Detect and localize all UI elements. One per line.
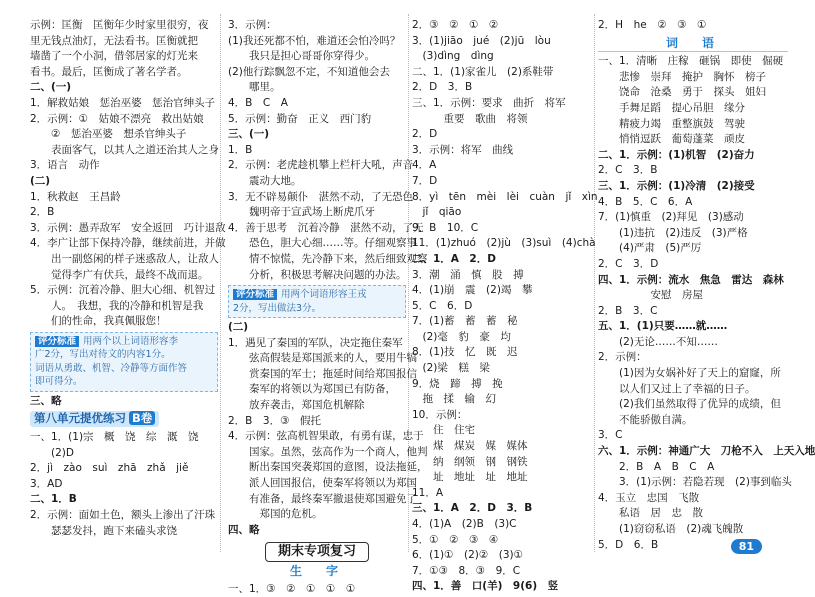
text-line: 5．C 6．D [412, 299, 473, 312]
text-line: 情不惊慌，先冷静下来，然后细致观察 [228, 252, 428, 265]
section-heading: 三、1．示例：(1)冷清 (2)接受 [598, 179, 755, 192]
text-line: 示例：匡衡 匡衡年少时家里很穷，夜 [30, 19, 209, 31]
answer-column-3 [412, 18, 598, 595]
section-heading: 三、略 [30, 394, 62, 407]
text-line: 三、1．示例：要求 曲折 将军 [412, 96, 566, 109]
text-line: 9．烧 蹄 搏 挽 [412, 377, 503, 390]
text-line: 1．解救姑娘 惩治巫婆 惩治官绅头子 [30, 96, 216, 109]
text-line: 放弃袭击，郑国危机解除 [228, 399, 365, 412]
page-number: 81 [731, 539, 762, 554]
scoring-tag: 评分标准 [35, 336, 79, 347]
text-line: 5．D 6．B [598, 538, 659, 551]
text-line: 看书。最后，匡衡成了著名学者。 [30, 65, 188, 78]
text-line: 8．(1)技 忆 既 迟 [412, 346, 518, 359]
review-subtitle: 生 字 [289, 564, 344, 578]
text-line: 煤 煤炭 媒 媒体 [412, 440, 528, 453]
text-line: 3．C [598, 429, 623, 442]
text-line: 7．(1)慎重 (2)拜见 (3)感动 [598, 211, 744, 224]
answer-column-4 [598, 18, 815, 553]
text-line: 表面客气，以其人之道还治其人之身 [30, 143, 219, 156]
note-text: 即可得分。 [35, 376, 83, 388]
column-divider [594, 14, 595, 552]
note-text: 用两个词语形容王戎 [281, 289, 367, 301]
text-line: 2．③ ② ① ② [412, 19, 499, 31]
text-line: (4)严肃 (5)严厉 [598, 242, 702, 255]
text-line: 3．示例： [228, 19, 277, 31]
text-line: 5．示例：勤奋 正义 西门豹 [228, 112, 372, 125]
text-line: 重要 歌曲 将领 [412, 112, 528, 125]
section-heading: (二) [228, 321, 249, 334]
text-line: 4．善于思考 沉着冷静 湛然不动，了无 [228, 221, 424, 234]
scoring-note [30, 332, 218, 392]
text-line: 4．示例：弦高机智果敢，有勇有谋，忠于 [228, 430, 424, 443]
section-heading: 二、1．A 2．D [412, 252, 496, 265]
section-heading: 四、略 [228, 523, 260, 536]
section-heading: 五、1．(1)只要……就…… [598, 320, 728, 333]
text-line: 7．D [412, 174, 438, 187]
text-line: 1．B [228, 143, 253, 156]
text-line: 2．B 3．C [598, 304, 658, 317]
note-text: 2分，写出做法3分。 [233, 302, 322, 314]
banner-title: 第八单元提优练习 [34, 411, 126, 426]
text-line: (2)他行踪飘忽不定，不知道他会去 [228, 65, 390, 78]
text-line: 手舞足蹈 提心吊胆 缘分 [598, 101, 745, 114]
text-line: (2)梁 糕 梁 [412, 362, 490, 375]
review-title [228, 542, 406, 562]
column-divider [220, 14, 221, 552]
scoring-tag: 评分标准 [233, 289, 277, 300]
text-line: (2)无论……不知…… [598, 335, 718, 348]
text-line: 址 地址 址 地址 [412, 471, 528, 484]
text-line: 瑟瑟发抖，跑下来磕头求饶 [30, 524, 177, 537]
section-heading: 四、1．善 口(羊) 9(6) 竖 [412, 580, 559, 593]
text-line: 哪里。 [228, 81, 281, 94]
text-line: 出一副悠闲的样子迷惑敌人，让敌人 [30, 252, 219, 265]
text-line: 2．示例： [598, 351, 647, 364]
text-line: 私语 居 忠 散 [598, 507, 703, 520]
text-line: 4．A [412, 159, 437, 172]
text-line: 人。 我想，我的冷静和机智是我 [30, 299, 204, 312]
text-line: (1)我还死都不怕，难道还会怕冷吗？ [228, 34, 401, 47]
text-line: 安慰 房屋 [598, 289, 703, 302]
text-line: 饶命 沧桑 勇于 探头 姐妇 [598, 86, 766, 99]
text-line: 1．秋救赵 王昌龄 [30, 190, 121, 203]
text-line: 2．B A B C A [598, 460, 715, 473]
section-heading: 二、1．示例：(1)机智 (2)奋力 [598, 148, 755, 161]
text-line: 一、1．清晰 庄稼 砸锅 即使 倔硬 [598, 55, 784, 68]
text-line: 秦军的将领以为郑国已有防备， [228, 383, 396, 396]
text-line: 魏明帝于宣武场上断虎爪牙 [228, 206, 375, 219]
text-line: 4．玉立 忠国 飞散 [598, 491, 700, 504]
text-line: ② 惩治巫婆 想杀官绅头子 [30, 128, 187, 141]
text-line: 4．B 5．C 6．A [598, 195, 693, 208]
text-line: 派人回国报信，使秦军将领以为郑国 [228, 477, 417, 490]
text-line: 2．C 3．B [598, 164, 658, 177]
text-line: 4．(1)A (2)B (3)C [412, 518, 517, 530]
text-line: 1．遇见了秦国的军队，决定拖住秦军 [228, 336, 403, 349]
text-line: 觉得李广有伏兵，最终不战而退。 [30, 268, 209, 281]
text-line: 4．李广让部下保持冷静，继续前进，并做 [30, 237, 226, 250]
text-line: 2．B 3．③ 假托 [228, 414, 321, 427]
text-line: 3．潮 涌 慎 股 搏 [412, 268, 524, 281]
text-line: 6．(1)① (2)② (3)① [412, 549, 524, 562]
text-line: 精疲力竭 重整旗鼓 驾驶 [598, 117, 745, 130]
text-line: jǐ qiāo [412, 206, 462, 219]
text-line: 3．(1)示例：若隐若现 (2)事到临头 [598, 476, 792, 489]
section-heading: 四、1．示例：流水 焦急 雷达 森林 [598, 273, 784, 286]
text-line: 2．D 3．B [412, 81, 473, 94]
text-line: 里无钱点油灯，无法看书。匡衡就把 [30, 34, 198, 47]
text-line: 7．(1)蓄 蓄 蓄 秘 [412, 315, 518, 328]
note-text: 广2分，写出对待文的内容1分。 [35, 349, 171, 361]
text-line: 国家。虽然，弦高作为一个商人，他判 [228, 445, 428, 458]
text-line: 11．A [412, 486, 444, 499]
text-line: (2)D [30, 446, 74, 459]
text-line: 2．示例：面如土色，额头上渗出了汗珠 [30, 509, 216, 522]
text-line: (1)窃窃私语 (2)魂飞魄散 [598, 523, 744, 535]
unit-banner [30, 411, 218, 428]
scoring-note [228, 285, 406, 318]
text-line: 悲惨 崇拜 掩护 胸怀 榜子 [598, 70, 766, 83]
text-line: 9．B 10．C [412, 221, 479, 234]
text-line: (3)dìng dìng [412, 50, 494, 63]
note-text: 词语从勇敢、机智、冷静等方面作答 [35, 362, 188, 374]
text-line: 以人们又过上了幸福的日子。 [598, 382, 756, 395]
text-line: 2．H he ② ③ ① [598, 19, 707, 31]
text-line: 们的性命，我真佩服您！ [30, 315, 167, 328]
text-line: 2．jì zào suì zhā zhǎ jiě [30, 462, 189, 475]
text-line: 3．示例：将军 曲线 [412, 143, 514, 156]
text-line: 2．C 3．D [598, 257, 659, 270]
text-line: 5．示例：沉着冷静、胆大心细、机智过 [30, 284, 216, 297]
paper-b-badge: B卷 [129, 411, 155, 425]
text-line: 分析，积极思考解决问题的办法。 [228, 268, 407, 281]
text-line: 11．(1)zhuó (2)jù (3)suì (4)chà [412, 237, 596, 250]
section-heading: 六、1．示例：神通广大 刀枪不入 上天入地 [598, 445, 815, 458]
section-heading: 三、1．A 2．D 3．B [412, 502, 533, 515]
note-text: 用两个以上词语形容李 [83, 335, 179, 347]
text-line: 我只是担心哥哥你穿得少。 [228, 50, 375, 63]
text-line: 2．D [412, 128, 438, 141]
text-line: 7．①③ 8．③ 9．C [412, 564, 521, 577]
text-line: 2．B [30, 206, 55, 219]
text-line: 一、1．(1)宗 概 饶 综 溉 饶 [30, 431, 199, 444]
text-line: (2)毫 豹 豪 均 [412, 330, 511, 343]
text-line: 4．B C A [228, 96, 288, 109]
text-line: 拖 揉 输 幻 [412, 393, 496, 406]
text-line: 有准备，最终秦军撤退使郑国避免了 [228, 492, 417, 505]
section-heading: 二、1．B [30, 493, 77, 506]
text-line: 3．无不辟易颠仆 湛然不动，了无恐色 [228, 190, 414, 203]
text-line: 郑国的危机。 [228, 508, 323, 521]
text-line: (2)我们虽然取得了优异的成绩，但 [598, 398, 781, 411]
section-heading: 二、(一) [30, 81, 72, 94]
text-line: 震动大地。 [228, 174, 302, 187]
text-line: 墙凿了一个小洞，借邻居家的灯光来 [30, 50, 198, 63]
text-line: 3．语言 动作 [30, 159, 100, 172]
section-heading: (二) [30, 174, 51, 187]
text-line: 2．示例：老虎趁机攀上栏杆大吼，声音 [228, 159, 414, 172]
text-line: 3．(1)jiāo jué (2)jū lòu [412, 34, 551, 47]
text-line: (1)因为女娲补好了天上的窟窿，所 [598, 367, 781, 380]
section-subtitle: 词 语 [598, 36, 788, 53]
text-line: 悄悄逗跃 葡萄蓬菜 顽皮 [598, 133, 745, 146]
review-title-text: 期末专项复习 [265, 542, 369, 562]
text-line: 不能骄傲自满。 [598, 413, 693, 426]
text-line: 3．AD [30, 477, 63, 490]
text-line: 赏秦国的军士；拖延时间给郑国报信 [228, 367, 417, 380]
text-line: 8．yì tēn mèi lèi cuàn jǐ xìn [412, 190, 598, 203]
text-line: 住 住宅 [412, 424, 475, 437]
text-line: 弦高假装是郑国派来的人，要用牛犒 [228, 352, 417, 365]
text-line: 2．示例：① 姑娘不漂亮 救出姑娘 [30, 112, 204, 125]
text-line: 纳 纲领 钢 钢铁 [412, 455, 528, 468]
text-line: 10．示例： [412, 408, 468, 421]
text-line: 3．示例：愚弄敌军 安全返回 巧计退敌 [30, 221, 226, 234]
text-line: 二、1．(1)家雀儿 (2)系鞋带 [412, 65, 554, 78]
text-line: 4．(1)崩 震 (2)竭 攀 [412, 284, 533, 297]
section-heading: 三、(一) [228, 128, 270, 141]
text-line: (1)违抗 (2)违反 (3)严格 [598, 226, 748, 239]
text-line: 一、1．③ ② ① ① ① [228, 582, 356, 595]
text-line: 恐色，胆大心细……等。仔细观察事 [228, 237, 417, 250]
answer-column-1 [30, 18, 226, 539]
text-line: 断出秦国突袭郑国的意图，设法拖延， [228, 461, 428, 474]
text-line: 5．① ② ③ ④ [412, 533, 499, 546]
